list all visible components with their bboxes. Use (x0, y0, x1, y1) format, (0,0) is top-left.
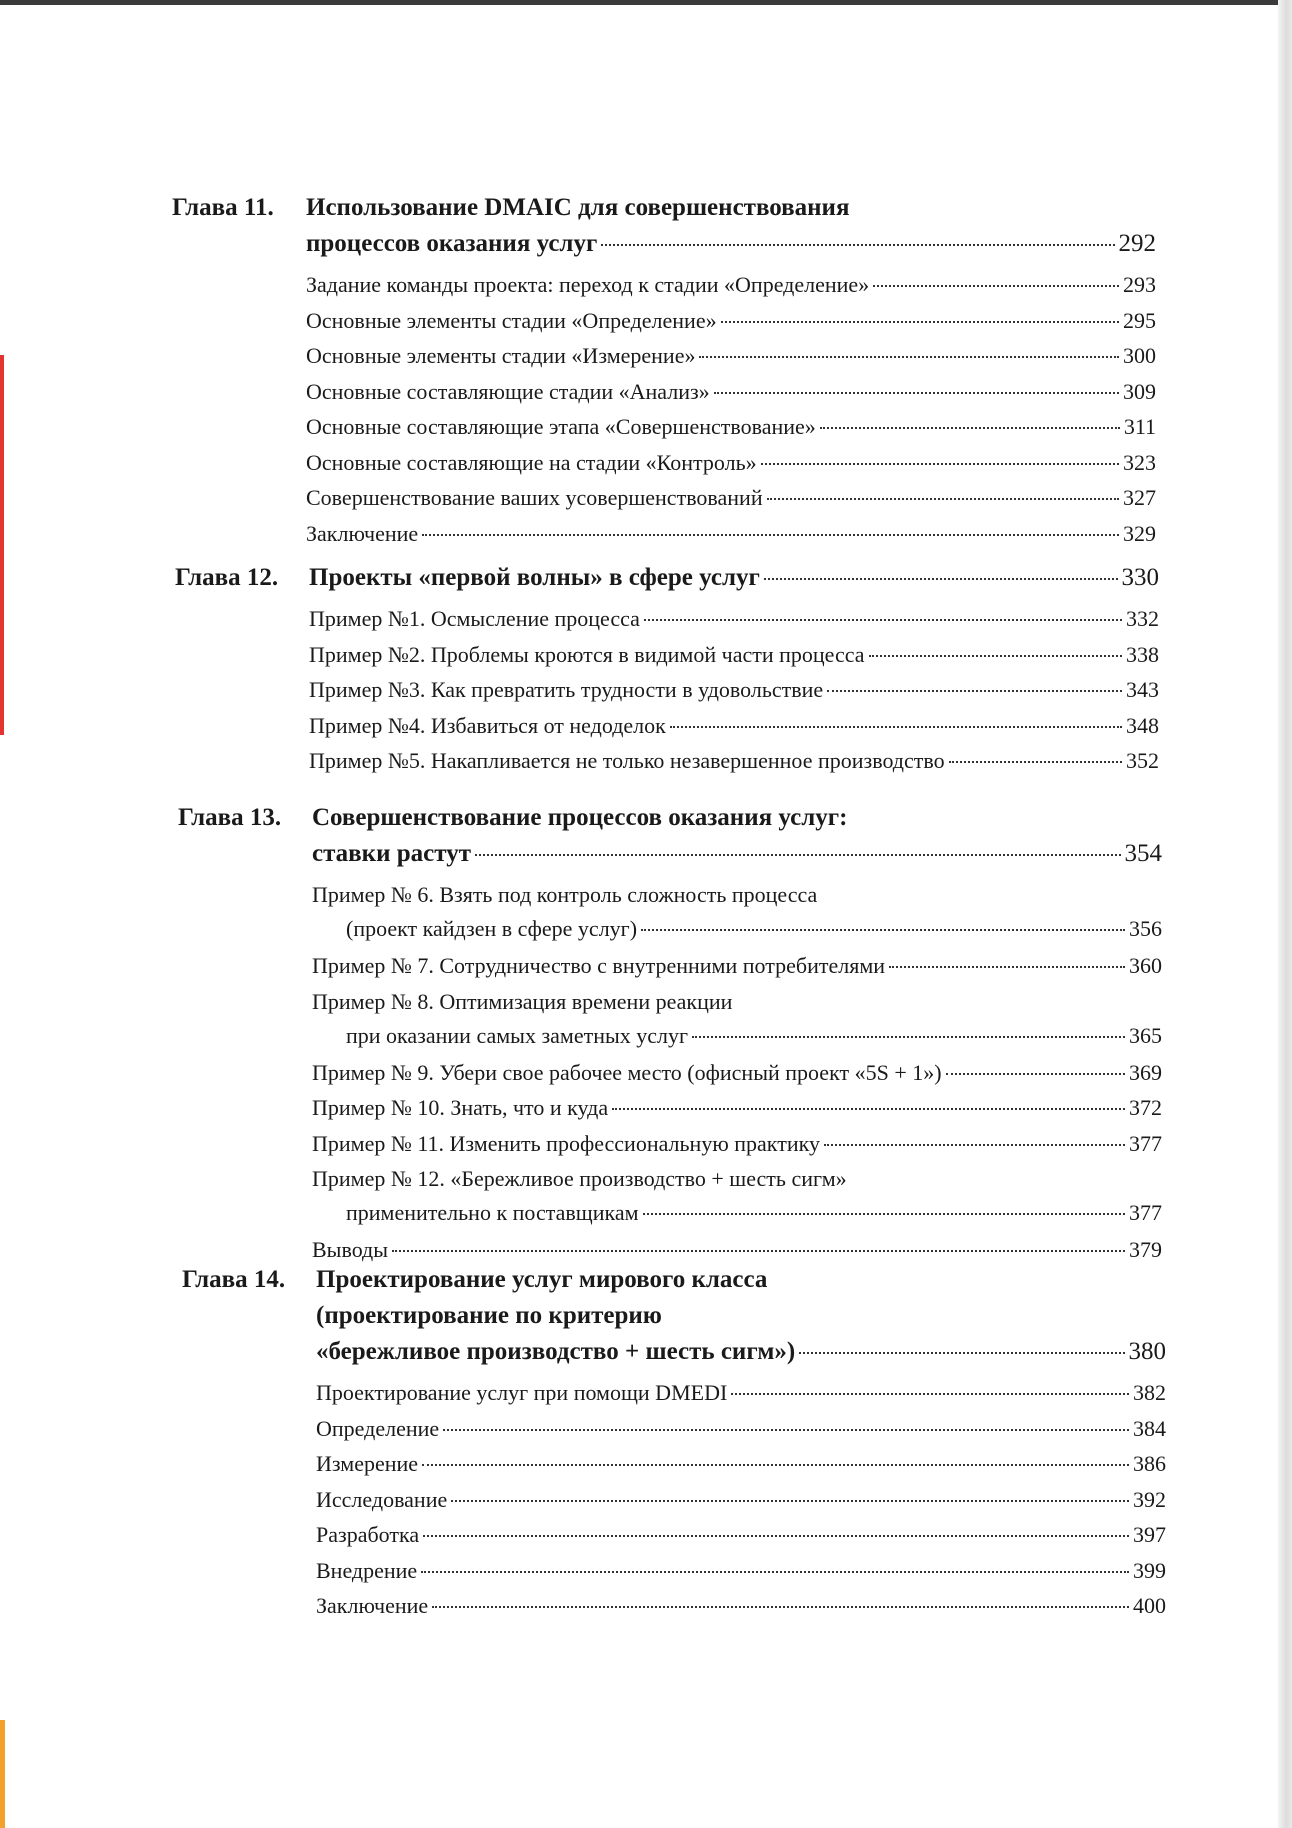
dot-leader (392, 1250, 1125, 1252)
page-number: 295 (1123, 307, 1156, 333)
toc-entry-line (312, 985, 1162, 1019)
page-number: 369 (1129, 1059, 1162, 1085)
toc-entry[interactable] (306, 375, 1156, 409)
toc-entry[interactable] (316, 1518, 1166, 1552)
page-number: 384 (1133, 1415, 1166, 1441)
toc-entry-text: Пример № 12. «Бережливое производство + шесть сигм» (312, 1166, 847, 1191)
toc-entry[interactable] (312, 1056, 1162, 1090)
chapter-title[interactable] (312, 800, 1162, 872)
dot-leader (799, 1352, 1124, 1354)
toc-entry[interactable] (306, 410, 1156, 444)
chapter-title-line (306, 226, 1156, 262)
toc-entry-line (312, 949, 1162, 983)
toc-entry-text: Пример № 8. Оптимизация времени реакции (312, 988, 733, 1014)
toc-entry-text: Основные элементы стадии «Определение» (306, 307, 717, 333)
toc-entry[interactable] (306, 304, 1156, 338)
toc-entry-text: Задание команды проекта: переход к стадии «Определение» (306, 272, 870, 297)
page-number: 292 (1118, 230, 1156, 257)
toc-entry-line (309, 744, 1159, 778)
dot-leader (946, 1073, 1125, 1075)
toc-entry-line (306, 446, 1156, 480)
page-number: 330 (1121, 564, 1159, 591)
page-number: 311 (1123, 414, 1156, 439)
dot-leader (641, 929, 1125, 931)
chapter-title-text: Проекты «первой волны» в сфере услуг (309, 564, 760, 591)
dot-leader (601, 244, 1114, 246)
page-number: 354 (1124, 840, 1162, 867)
chapter-title-text: Совершенствование процессов оказания услуг: (312, 804, 848, 831)
toc-entry[interactable] (312, 1162, 1162, 1230)
toc-entry-text: (проект кайдзен в сфере услуг) (346, 916, 638, 941)
chapter-title-line (316, 1298, 1166, 1334)
toc-entry-text: Разработка (316, 1522, 420, 1547)
page-number: 343 (1126, 677, 1159, 702)
toc-entry-text: применительно к поставщикам (346, 1200, 639, 1225)
page-number: 392 (1133, 1486, 1166, 1512)
dot-leader (612, 1108, 1125, 1110)
toc-entry-line (316, 1589, 1166, 1623)
toc-entry-text: Пример №4. Избавиться от недоделок (309, 712, 666, 738)
chapter-title-text: (проектирование по критерию (316, 1302, 662, 1329)
chapter-number: Глава 11. (172, 194, 274, 221)
toc-entry-text: Исследование (316, 1486, 448, 1512)
toc-entry-text: Пример № 10. Знать, что и куда (312, 1095, 609, 1120)
toc-entry-line (306, 304, 1156, 338)
toc-entry[interactable] (309, 602, 1159, 636)
toc-entry-text: Основные элементы стадии «Измерение» (306, 343, 696, 368)
dot-leader (873, 285, 1119, 287)
dot-leader (692, 1036, 1125, 1038)
dot-leader (820, 427, 1120, 429)
toc-entry-text: Заключение (316, 1593, 429, 1618)
dot-leader (423, 1535, 1129, 1537)
chapter-title-line (309, 560, 1159, 596)
dot-leader (432, 1606, 1129, 1608)
toc-entry[interactable] (306, 481, 1156, 515)
toc-entry-text: Пример №1. Осмысление процесса (309, 606, 640, 631)
dot-leader (949, 761, 1122, 763)
toc-entry-line (309, 709, 1159, 743)
toc-entry-line (316, 1483, 1166, 1517)
page-number: 380 (1128, 1338, 1166, 1365)
chapter-title[interactable] (309, 560, 1159, 596)
dot-leader (422, 534, 1119, 536)
toc-entry[interactable] (316, 1554, 1166, 1588)
page-number: 323 (1123, 449, 1156, 475)
page-number: 377 (1129, 1200, 1162, 1225)
toc-entry-text: Основные составляющие стадии «Анализ» (306, 378, 710, 404)
toc-entry[interactable] (309, 744, 1159, 778)
page-number: 332 (1126, 606, 1159, 631)
toc-entry-line (309, 673, 1159, 707)
toc-entry-line (312, 878, 1162, 912)
toc-entry-line (312, 1091, 1162, 1125)
toc-entry-line (312, 1056, 1162, 1090)
dot-leader (643, 1213, 1125, 1215)
toc-entry-line (316, 1376, 1166, 1410)
toc-entry[interactable] (306, 339, 1156, 373)
page-number: 372 (1129, 1095, 1162, 1120)
toc-entry[interactable] (312, 949, 1162, 983)
toc-entry-text: Заключение (306, 520, 419, 546)
toc-entry-line (316, 1518, 1166, 1552)
toc-entry-line (309, 638, 1159, 672)
dot-leader (475, 854, 1121, 856)
page-number: 352 (1126, 748, 1159, 773)
chapter-title-text: Использование DMAIC для совершенствования (306, 194, 850, 221)
toc-entry[interactable] (316, 1447, 1166, 1481)
dot-leader (869, 655, 1122, 657)
page-number: 356 (1129, 916, 1162, 941)
dot-leader (721, 321, 1119, 323)
toc-entry-text: Определение (316, 1415, 440, 1441)
toc-entry-text: Пример №2. Проблемы кроются в видимой части процесса (309, 641, 865, 667)
toc-entry[interactable] (316, 1376, 1166, 1410)
toc-entry-line (316, 1447, 1166, 1481)
page-number: 360 (1129, 953, 1162, 978)
toc-entry-line (306, 339, 1156, 373)
page-number: 377 (1129, 1130, 1162, 1156)
dot-leader (827, 690, 1122, 692)
toc-entry[interactable] (312, 985, 1162, 1053)
toc-entry-text: Пример №5. Накапливается не только незавершенное производство (309, 748, 945, 773)
toc-entry-line (306, 481, 1156, 515)
dot-leader (767, 498, 1119, 500)
dot-leader (761, 463, 1119, 465)
chapter-title-text: ставки растут (312, 840, 471, 867)
toc-entry[interactable] (316, 1412, 1166, 1446)
toc-entry-text: Пример № 7. Сотрудничество с внутренними потребителями (312, 953, 886, 978)
toc-entry-text: Внедрение (316, 1557, 418, 1583)
toc-entry-line (306, 410, 1156, 444)
chapter-number: Глава 13. (178, 804, 282, 831)
toc-entry-line (312, 1196, 1162, 1230)
toc-entry-text: при оказании самых заметных услуг (346, 1022, 689, 1048)
chapter-title-text: процессов оказания услуг (306, 230, 598, 257)
toc-entry-line (316, 1554, 1166, 1588)
page-number: 329 (1123, 520, 1156, 546)
toc-entry[interactable] (316, 1589, 1166, 1623)
toc-entry-line (306, 375, 1156, 409)
toc-entry[interactable] (306, 268, 1156, 302)
dot-leader (451, 1500, 1129, 1502)
toc-entry-text: Выводы (312, 1237, 389, 1262)
dot-leader (644, 619, 1122, 621)
toc-entry[interactable] (309, 673, 1159, 707)
dot-leader (699, 356, 1119, 358)
page-number: 386 (1133, 1451, 1166, 1476)
toc-entry-line (309, 602, 1159, 636)
page-number: 397 (1133, 1522, 1166, 1547)
toc-entry-line (316, 1412, 1166, 1446)
toc-entry-text: Основные составляющие этапа «Совершенствование» (306, 414, 816, 439)
page-number: 309 (1123, 378, 1156, 404)
chapter-title-line (312, 836, 1162, 872)
page-number: 400 (1133, 1593, 1166, 1618)
toc-entry-line (312, 912, 1162, 946)
page-number: 379 (1129, 1237, 1162, 1262)
chapter-number: Глава 14. (182, 1266, 286, 1293)
page-number: 293 (1123, 272, 1156, 297)
toc-entry[interactable] (306, 517, 1156, 551)
page-number: 348 (1126, 712, 1159, 738)
chapter-title-text: Проектирование услуг мирового класса (316, 1266, 768, 1293)
toc-entry-line (312, 1127, 1162, 1161)
dot-leader (421, 1571, 1129, 1573)
toc-entry-text: Совершенствование ваших усовершенствований (306, 485, 763, 510)
dot-leader (443, 1429, 1129, 1431)
toc-entry[interactable] (306, 446, 1156, 480)
page-number: 365 (1129, 1022, 1162, 1048)
toc-entry-text: Основные составляющие на стадии «Контроль» (306, 449, 757, 475)
toc-entry[interactable] (309, 638, 1159, 672)
chapter-title-line (316, 1262, 1166, 1298)
page-number: 382 (1133, 1380, 1166, 1405)
toc-entry-text: Измерение (316, 1451, 419, 1476)
dot-leader (731, 1393, 1129, 1395)
dot-leader (714, 392, 1119, 394)
dot-leader (824, 1144, 1125, 1146)
toc-entry-text: Пример № 6. Взять под контроль сложность процесса (312, 882, 818, 907)
page-number: 338 (1126, 641, 1159, 667)
toc-entry[interactable] (312, 1091, 1162, 1125)
toc-entry-text: Пример № 9. Убери свое рабочее место (офисный проект «5S + 1») (312, 1059, 942, 1085)
toc-entry[interactable] (316, 1483, 1166, 1517)
chapter-title[interactable] (306, 190, 1156, 262)
chapter-title[interactable] (316, 1262, 1166, 1370)
dot-leader (889, 966, 1125, 968)
chapter-title-line (316, 1334, 1166, 1370)
toc-entry[interactable] (312, 1127, 1162, 1161)
toc-entry-line (306, 517, 1156, 551)
toc-entry-text: Пример № 11. Изменить профессиональную практику (312, 1130, 820, 1156)
dot-leader (670, 726, 1122, 728)
page-number: 399 (1133, 1557, 1166, 1583)
toc-entry[interactable] (312, 878, 1162, 946)
toc-entry-text: Проектирование услуг при помощи DMEDI (316, 1380, 728, 1405)
toc-entry-line (312, 1162, 1162, 1196)
toc-entry-text: Пример №3. Как превратить трудности в удовольствие (309, 677, 824, 702)
toc-entry-line (312, 1019, 1162, 1053)
toc-entry[interactable] (309, 709, 1159, 743)
chapter-title-text: «бережливое производство + шесть сигм») (316, 1338, 796, 1365)
chapter-title-line (312, 800, 1162, 836)
chapter-title-line (306, 190, 1156, 226)
dot-leader (422, 1464, 1129, 1466)
page-number: 327 (1123, 485, 1156, 510)
dot-leader (764, 578, 1118, 580)
chapter-number: Глава 12. (175, 564, 279, 591)
toc-entry-line (306, 268, 1156, 302)
page-number: 300 (1123, 343, 1156, 368)
